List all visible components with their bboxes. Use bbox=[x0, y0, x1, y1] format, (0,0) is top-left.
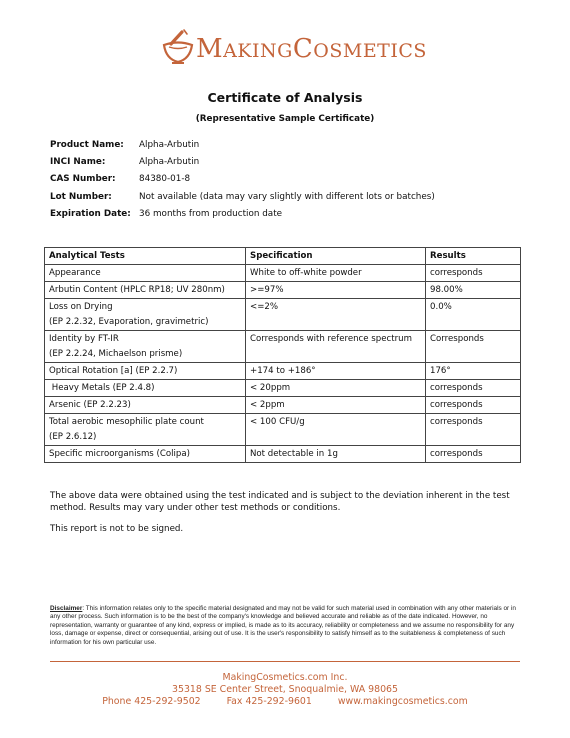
info-value: Alpha-Arbutin bbox=[139, 157, 200, 168]
cell-test bbox=[45, 265, 246, 282]
info-row bbox=[50, 209, 435, 226]
footer-website-link[interactable]: www.makingcosmetics.com bbox=[337, 696, 468, 707]
footer-phone: Phone 425-292-9502 bbox=[102, 696, 201, 707]
footer-divider bbox=[50, 661, 520, 662]
note-paragraph: The above data were obtained using the test indicated and is subject to the deviation inherent in the test method. Results may vary under other test methods or conditions. bbox=[50, 491, 510, 513]
table-header-row bbox=[45, 248, 521, 265]
cell-result: 0.0% bbox=[426, 299, 521, 331]
cell-result: 176° bbox=[426, 363, 521, 380]
info-row bbox=[50, 174, 435, 191]
disclaimer-text: : This information relates only to the specific material designated and may not be valid for such material used in combination with any other materials or in any other process. Such information is to be the best of the company's knowledge and believed accurate and reliable as of the date indicated. However, no representation, warranty or guarantee of any kind, express or implied, is made as to its accuracy, reliability or completeness and we assume no responsibility for any loss, damage or expense, direct or consequential, arising out of use. It is the user's responsibility to satisfy himself as to the suitableness & completeness of such information for his own particular use. bbox=[50, 605, 516, 646]
info-label: Expiration Date: bbox=[50, 208, 131, 219]
page-subtitle: (Representative Sample Certificate) bbox=[195, 114, 375, 124]
cell-test bbox=[45, 397, 246, 414]
test-name-line: Identity by FT-IR bbox=[49, 334, 119, 344]
cell-specification: Not detectable in 1g bbox=[246, 446, 426, 463]
cell-specification: >=97% bbox=[246, 282, 426, 299]
table-row bbox=[45, 446, 521, 463]
test-name-line: (EP 2.6.12) bbox=[49, 432, 97, 442]
cell-result: corresponds bbox=[426, 397, 521, 414]
table-row bbox=[45, 414, 521, 446]
test-name-line: Arbutin Content (HPLC RP18; UV 280nm) bbox=[49, 285, 225, 295]
cell-result: corresponds bbox=[426, 265, 521, 282]
table-row bbox=[45, 331, 521, 363]
brand-name-part: M bbox=[196, 34, 224, 64]
brand-logo bbox=[160, 28, 427, 70]
table-row bbox=[45, 299, 521, 331]
info-value: Not available (data may vary slightly with different lots or batches) bbox=[139, 191, 435, 202]
disclaimer-label: Disclaimer bbox=[50, 605, 83, 612]
disclaimer bbox=[50, 605, 520, 647]
info-row bbox=[50, 192, 435, 209]
cell-result: 98.00% bbox=[426, 282, 521, 299]
cell-specification: < 100 CFU/g bbox=[246, 414, 426, 446]
cell-result: corresponds bbox=[426, 380, 521, 397]
cell-test bbox=[45, 446, 246, 463]
note-paragraph: This report is not to be signed. bbox=[50, 524, 184, 534]
cell-result: corresponds bbox=[426, 414, 521, 446]
cell-specification: <=2% bbox=[246, 299, 426, 331]
cell-test bbox=[45, 414, 246, 446]
test-name-line: Total aerobic mesophilic plate count bbox=[49, 417, 204, 427]
footer-contact bbox=[0, 696, 570, 708]
info-label: INCI Name: bbox=[50, 157, 106, 168]
footer-company: MakingCosmetics.com Inc. bbox=[222, 672, 348, 683]
cell-specification: < 20ppm bbox=[246, 380, 426, 397]
table-row bbox=[45, 265, 521, 282]
table-body bbox=[45, 265, 521, 463]
info-row bbox=[50, 157, 435, 174]
column-header-results: Results bbox=[426, 248, 521, 265]
product-info bbox=[50, 140, 435, 226]
test-name-line: Optical Rotation [a] (EP 2.2.7) bbox=[49, 366, 178, 376]
info-value: 84380-01-8 bbox=[139, 174, 191, 185]
footer-address: 35318 SE Center Street, Snoqualmie, WA 98065 bbox=[172, 684, 398, 695]
info-label: Lot Number: bbox=[50, 191, 112, 202]
cell-result: corresponds bbox=[426, 446, 521, 463]
test-name-line: Appearance bbox=[49, 268, 101, 278]
cell-specification: White to off-white powder bbox=[246, 265, 426, 282]
cell-test bbox=[45, 282, 246, 299]
info-label: CAS Number: bbox=[50, 174, 116, 185]
footer-fax: Fax 425-292-9601 bbox=[226, 696, 312, 707]
cell-test bbox=[45, 299, 246, 331]
info-value: 36 months from production date bbox=[139, 208, 283, 219]
test-name-line: Loss on Drying bbox=[49, 302, 113, 312]
cell-test bbox=[45, 331, 246, 363]
cell-test bbox=[45, 363, 246, 380]
page-title: Certificate of Analysis bbox=[207, 90, 363, 105]
cell-specification: < 2ppm bbox=[246, 397, 426, 414]
info-row bbox=[50, 140, 435, 157]
table-row bbox=[45, 282, 521, 299]
info-label: Product Name: bbox=[50, 140, 124, 150]
mortar-pestle-icon bbox=[160, 28, 196, 68]
cell-result: Corresponds bbox=[426, 331, 521, 363]
cell-test bbox=[45, 380, 246, 397]
brand-name-part: C bbox=[292, 34, 314, 64]
test-name-line: (EP 2.2.32, Evaporation, gravimetric) bbox=[49, 317, 209, 327]
table-row bbox=[45, 363, 521, 380]
brand-name-part: OSMETICS bbox=[313, 40, 427, 62]
table-row bbox=[45, 397, 521, 414]
brand-name-part: AKING bbox=[223, 40, 293, 62]
info-value: Alpha-Arbutin bbox=[139, 140, 200, 150]
cell-specification: +174 to +186° bbox=[246, 363, 426, 380]
footer bbox=[0, 672, 570, 708]
cell-specification: Corresponds with reference spectrum bbox=[246, 331, 426, 363]
column-header-specification: Specification bbox=[246, 248, 426, 265]
column-header-tests: Analytical Tests bbox=[45, 248, 246, 265]
test-name-line: Specific microorganisms (Colipa) bbox=[49, 449, 190, 459]
table-row bbox=[45, 380, 521, 397]
analysis-table bbox=[44, 247, 521, 463]
test-name-line: (EP 2.2.24, Michaelson prisme) bbox=[49, 349, 183, 359]
test-name-line: Heavy Metals (EP 2.4.8) bbox=[49, 383, 155, 393]
brand-name bbox=[196, 34, 427, 64]
test-name-line: Arsenic (EP 2.2.23) bbox=[49, 400, 131, 410]
notes bbox=[50, 491, 510, 546]
